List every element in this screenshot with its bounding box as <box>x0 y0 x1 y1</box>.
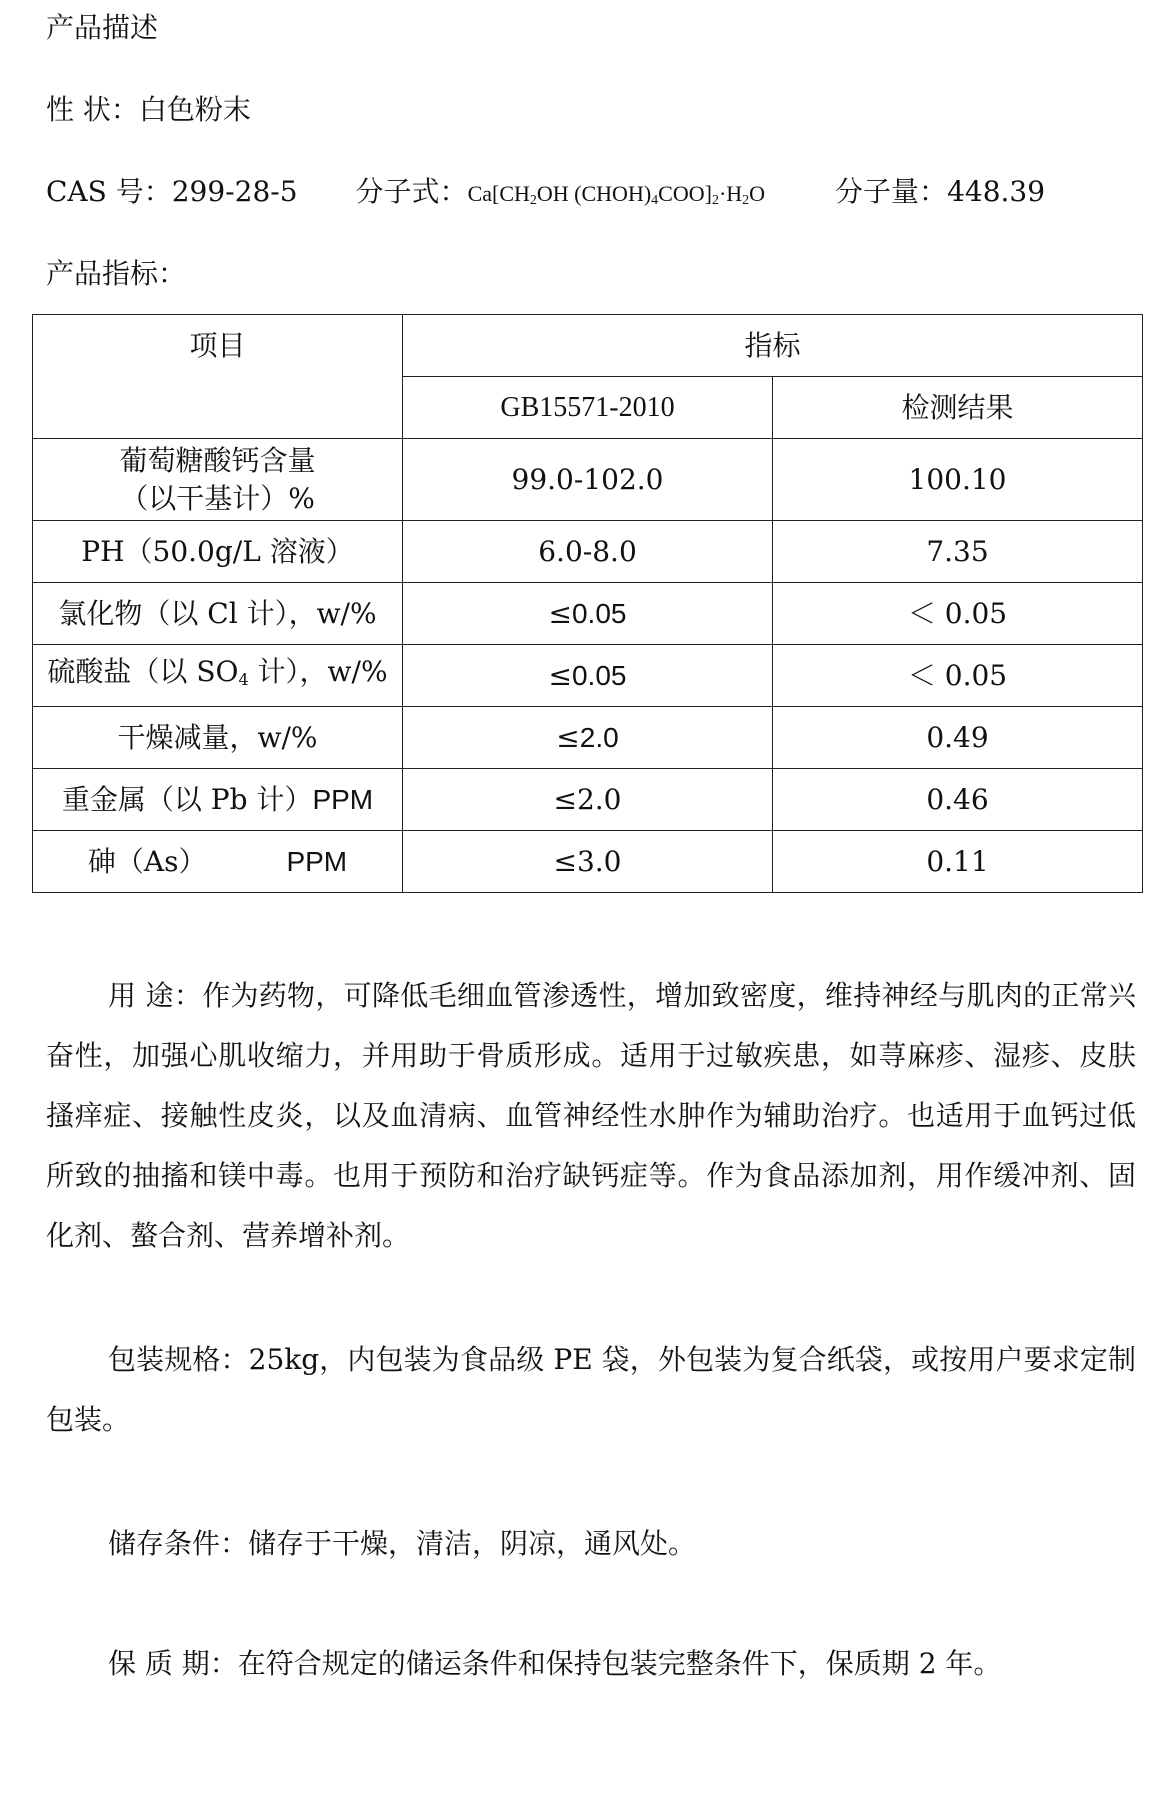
row-result: 100.10 <box>773 439 1143 521</box>
usage-paragraph: 用 途：作为药物，可降低毛细血管渗透性，增加致密度，维持神经与肌肉的正常兴奋性，加强心肌收缩力，并用助于骨质形成。适用于过敏疾患，如荨麻疹、湿疹、皮肤搔痒症、接触性皮炎，以及血清病、血管神经性水肿作为辅助治疗。也适用于血钙过低所致的抽搐和镁中毒。也用于预防和治疗缺钙症等。作为食品添加剂，用作缓冲剂、固化剂、螯合剂、营养增补剂。 <box>46 979 1136 1252</box>
table-row <box>33 707 1143 769</box>
header-spec: 指标 <box>403 315 1143 377</box>
row-result: 0.49 <box>773 707 1143 769</box>
table-row <box>33 645 1143 707</box>
row-result: ＜ 0.05 <box>773 583 1143 645</box>
header-result: 检测结果 <box>773 377 1143 439</box>
row-result: 0.11 <box>773 831 1143 893</box>
molecular-formula: $Ca[CH_2OH$ $(CHOH)_4COO]_2\cdot H_2O$ <box>467 181 766 208</box>
table-row <box>33 583 1143 645</box>
row-result: 7.35 <box>773 521 1143 583</box>
table-header-row <box>33 315 1143 377</box>
table-row <box>33 521 1143 583</box>
row-result: ＜ 0.05 <box>773 645 1143 707</box>
row-standard: ≤3.0 <box>403 831 773 893</box>
row-item: 干燥减量，w/% <box>33 707 403 769</box>
row-result: 0.46 <box>773 769 1143 831</box>
cas-label: CAS 号： <box>46 175 172 208</box>
appearance-label: 性 状： <box>46 93 139 126</box>
appearance-line <box>46 90 251 130</box>
row-standard: 99.0-102.0 <box>403 439 773 521</box>
table-row <box>33 831 1143 893</box>
header-item: 项目 <box>33 315 403 439</box>
row-item: 重金属（以 Pb 计）PPM <box>33 769 403 831</box>
row-item: 硫酸盐（以 $SO_4$ 计），w/% <box>33 645 403 707</box>
storage-paragraph: 储存条件：储存于干燥，清洁，阴凉，通风处。 <box>108 1527 697 1560</box>
row-item: 氯化物（以 Cl 计），w/% <box>33 583 403 645</box>
doc-title: 产品描述 <box>46 11 159 44</box>
mw-value: 448.39 <box>947 175 1046 208</box>
row-item: 葡萄糖酸钙含量 （以干基计）% <box>33 439 403 521</box>
table-row <box>33 439 1143 521</box>
chem-info-line <box>46 172 1146 221</box>
cas-value: 299-28-5 <box>171 175 298 208</box>
row-item: PH（50.0g/L 溶液） <box>33 521 403 583</box>
row-standard: ≤0.05 <box>403 583 773 645</box>
row-standard: ≤2.0 <box>403 769 773 831</box>
shelf-life-paragraph: 保 质 期：在符合规定的储运条件和保持包装完整条件下，保质期 2 年。 <box>108 1647 1002 1680</box>
spec-title: 产品指标： <box>46 257 187 290</box>
table-row <box>33 769 1143 831</box>
formula-label: 分子式： <box>355 175 468 208</box>
row-standard: ≤2.0 <box>403 707 773 769</box>
row-standard: 6.0-8.0 <box>403 521 773 583</box>
packaging-paragraph: 包装规格：25kg，内包装为食品级 PE 袋，外包装为复合纸袋，或按用户要求定制包装。 <box>46 1343 1136 1436</box>
row-standard: ≤0.05 <box>403 645 773 707</box>
appearance-value: 白色粉末 <box>138 93 251 126</box>
spec-table <box>32 314 1143 893</box>
row-item: 砷（As） PPM <box>33 831 403 893</box>
header-standard: GB15571-2010 <box>403 377 773 439</box>
mw-label: 分子量： <box>835 175 948 208</box>
